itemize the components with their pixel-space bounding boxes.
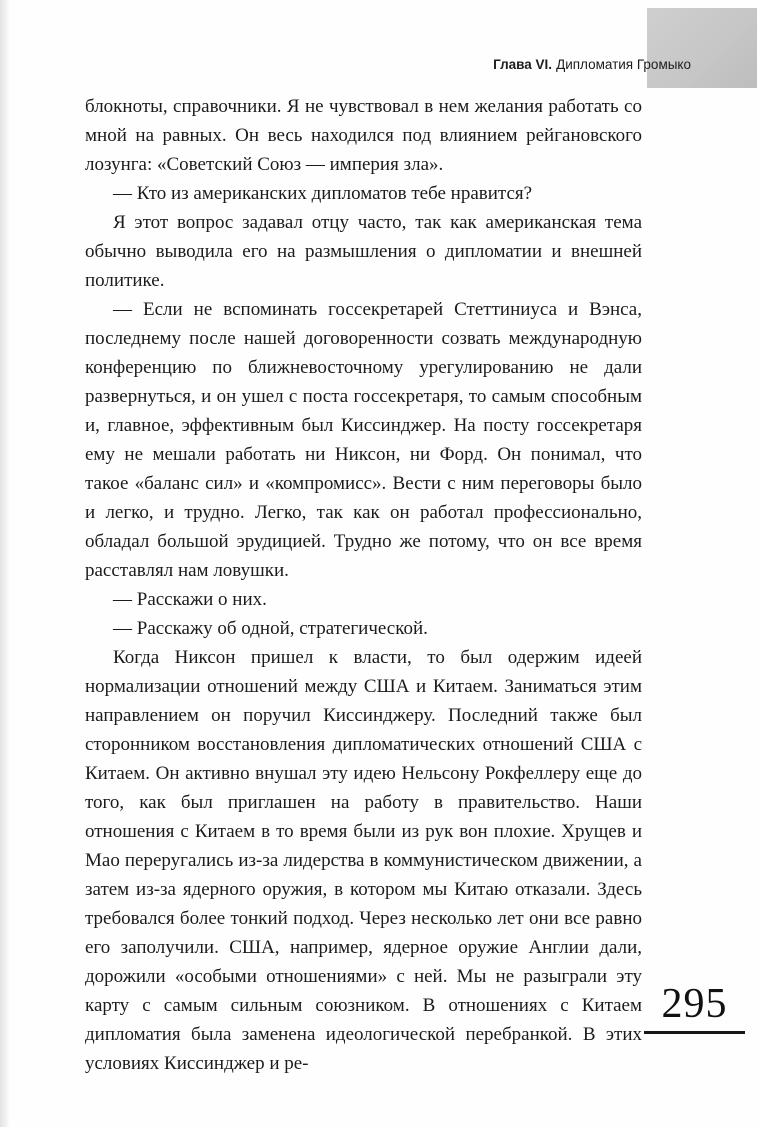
paragraph: Я этот вопрос задавал отцу часто, так как американская тема обычно выводила его на размышления о дипломатии и внешней политике. xyxy=(85,212,642,291)
paragraph: — Расскажу об одной, стратегической. xyxy=(113,618,428,639)
scan-edge-shade xyxy=(0,0,10,1127)
paragraph: — Кто из американских дипломатов тебе нравится? xyxy=(113,183,533,204)
chapter-label: Глава VI. xyxy=(493,57,553,72)
page-number-rule xyxy=(644,1031,745,1034)
page-number: 295 xyxy=(661,981,728,1027)
paragraph: — Если не вспоминать госсекретарей Стеттиниуса и Вэнса, последнему после нашей договоренности созвать международную конференцию по ближневосточному урегулированию не дали развернуться, и он ушел с поста госсекретаря, то самым способным и, главное, эффективным был Киссинджер. На посту госсекретаря ему не мешали работать ни Никсон, ни Форд. Он понимал, что такое «баланс сил» и «компромисс». Вести с ним переговоры было и легко, и трудно. Легко, так как он работал профессионально, обладал большой эрудицией. Трудно же потому, что он все время расставлял нам ловушки. xyxy=(85,299,642,581)
paragraph: Когда Никсон пришел к власти, то был одержим идеей нормализации отношений между США и Китаем. Заниматься этим направлением он поручил Киссинджеру. Последний также был сторонником восстановления дипломатических отношений США с Китаем. Он активно внушал эту идею Нельсону Рокфеллеру еще до того, как был приглашен на работу в правительство. Наши отношения с Китаем в то время были из рук вон плохие. Хрущев и Мао переругались из-за лидерства в коммунистическом движении, а затем из-за ядерного оружия, в котором мы Китаю отказали. Здесь требовался более тонкий подход. Через несколько лет они все равно его заполучили. США, например, ядерное оружие Англии дали, дорожили «особыми отношениями» с ней. Мы не разыграли эту карту с самым сильным союзником. В отношениях с Китаем дипломатия была заменена идеологической перебранкой. В этих условиях Киссинджер и ре- xyxy=(85,647,642,1074)
page-number-block xyxy=(644,982,745,1034)
scan-corner-shade xyxy=(647,8,757,88)
text-block xyxy=(85,92,642,1078)
chapter-title: Дипломатия Громыко xyxy=(556,57,691,72)
paragraph: — Расскажи о них. xyxy=(113,589,267,610)
paragraph: блокноты, справочники. Я не чувствовал в нем желания работать со мной на равных. Он весь находился под влиянием рейгановского лозунга: «Советский Союз — империя зла». xyxy=(85,96,642,175)
running-header xyxy=(493,57,691,72)
